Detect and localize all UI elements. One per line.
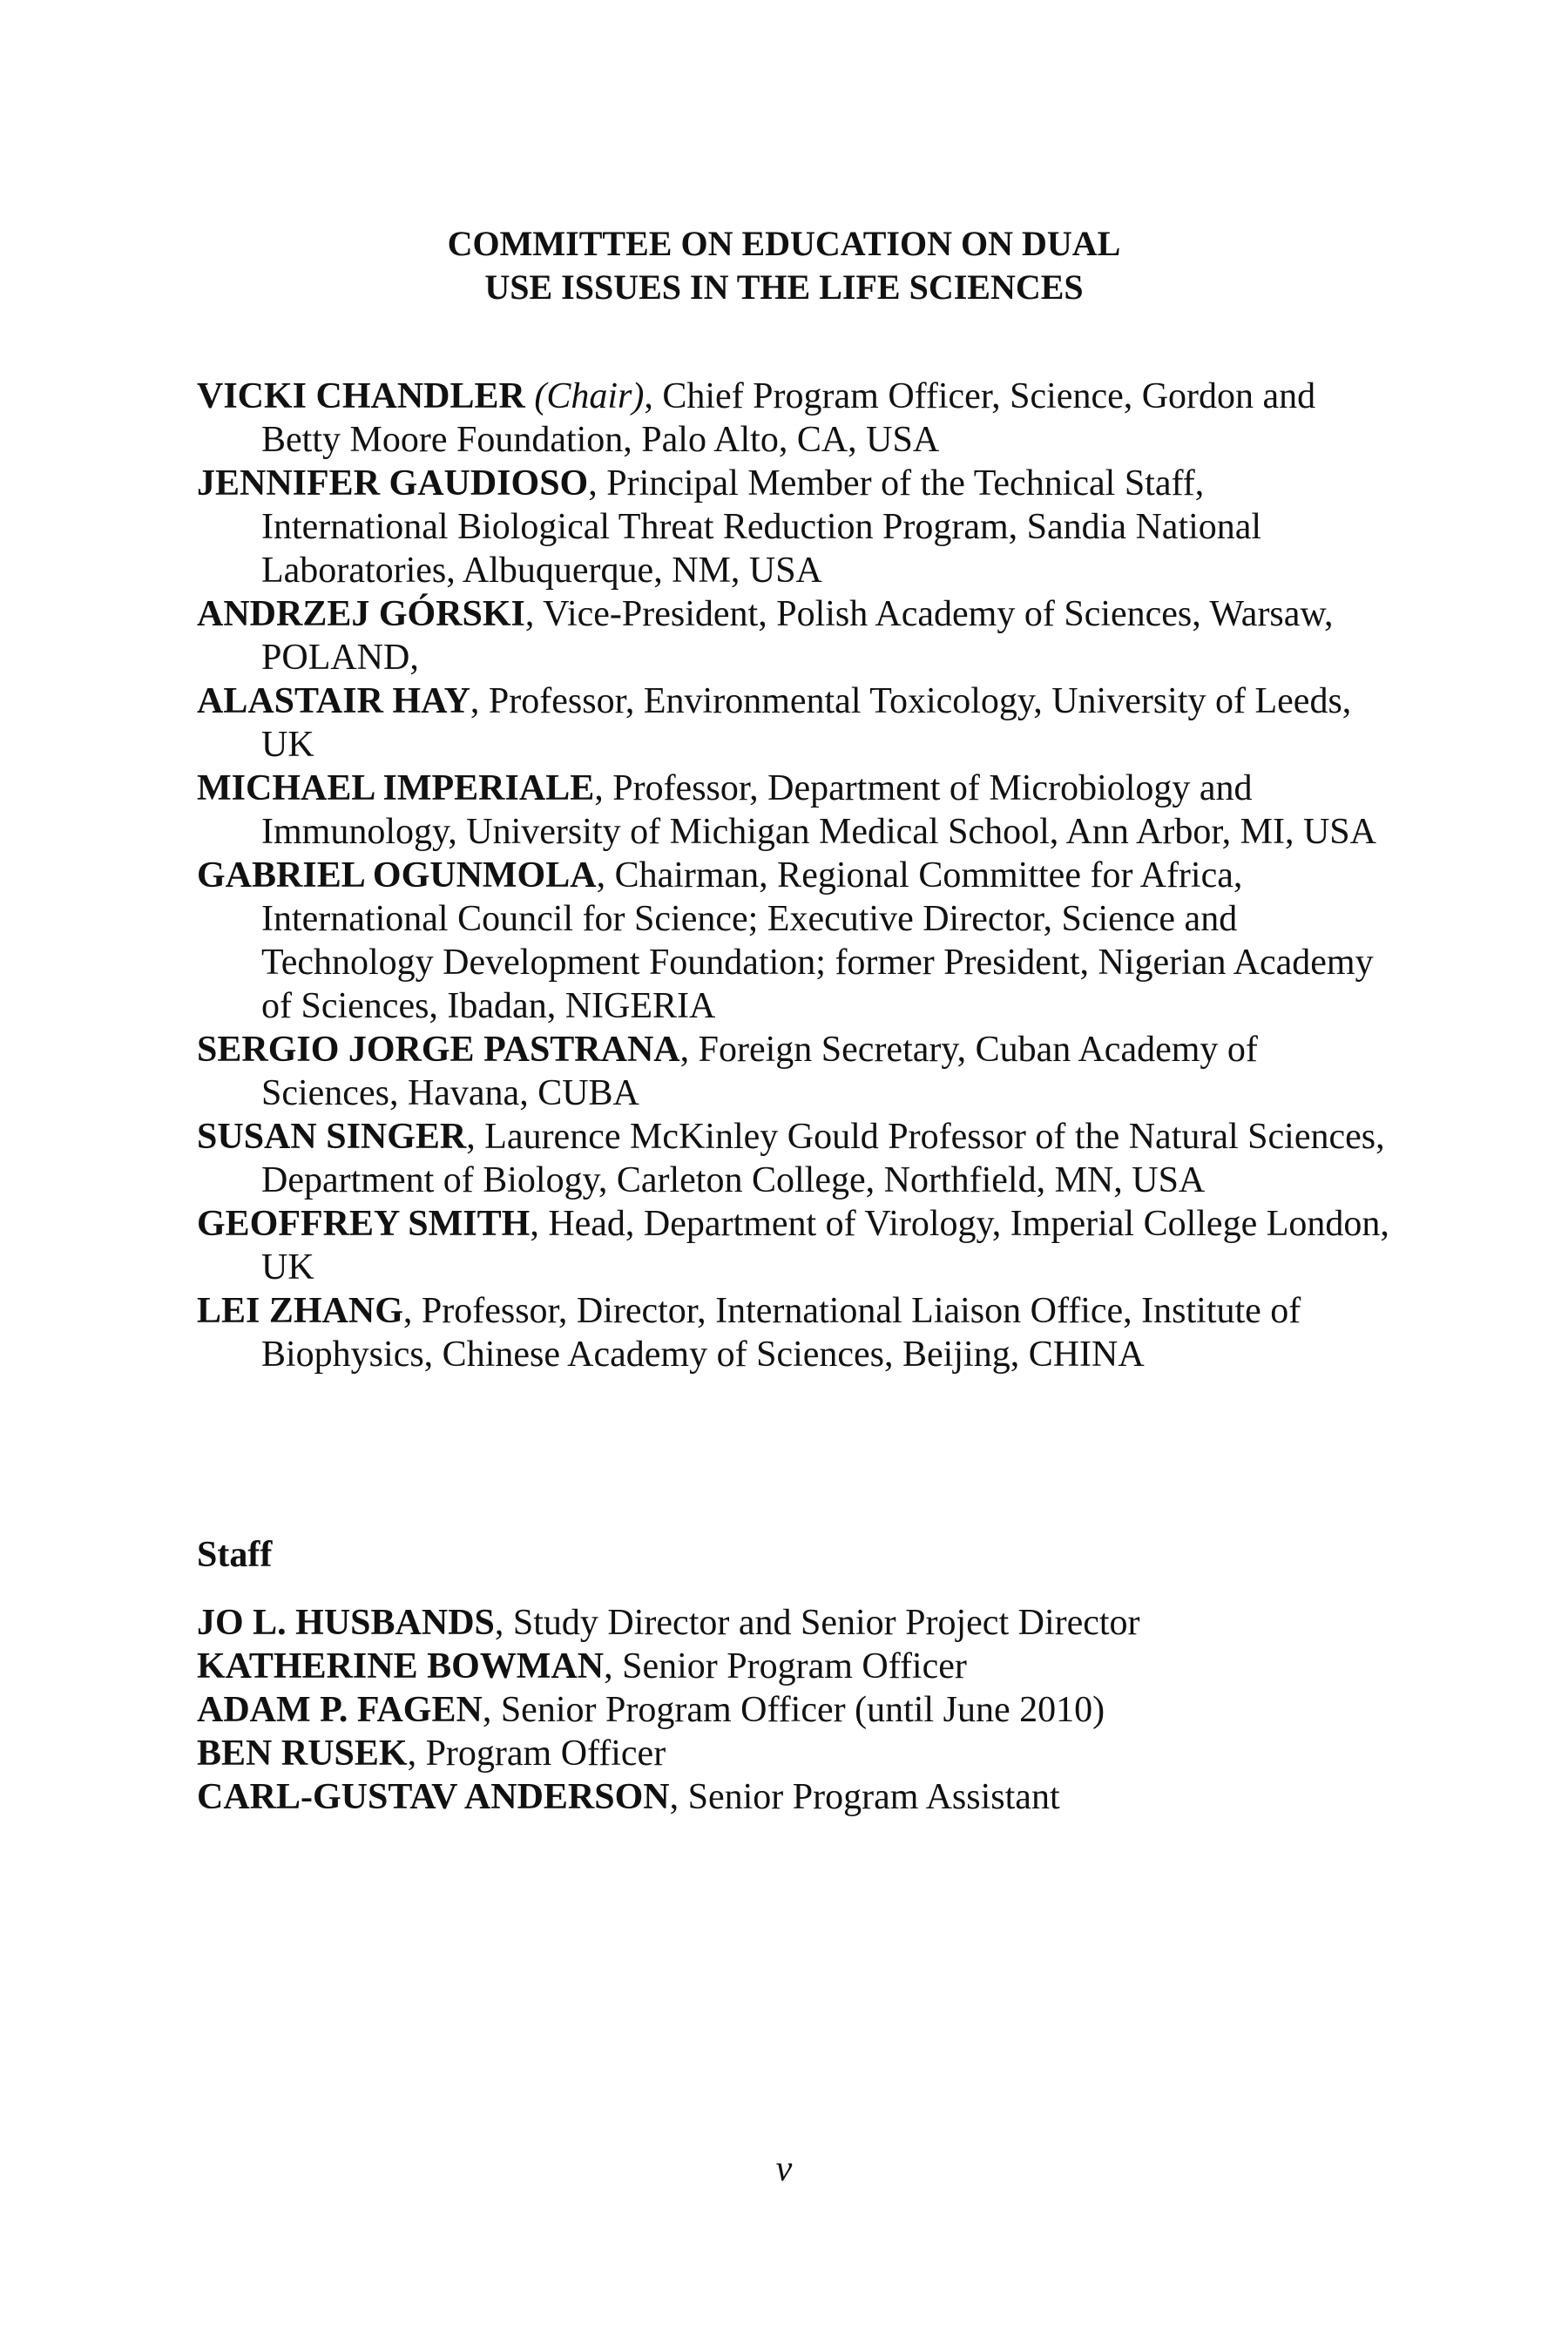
member-name: ANDRZEJ GÓRSKI — [197, 594, 525, 634]
staff-entry — [197, 1688, 1399, 1732]
member-affiliation: , Vice-President, Polish Academy of Sciences, Warsaw, POLAND, — [261, 594, 1334, 678]
staff-entry — [197, 1645, 1399, 1688]
member-entry — [197, 592, 1399, 679]
member-name: GEOFFREY SMITH — [197, 1204, 531, 1244]
staff-title: , Senior Program Officer (until June 2010) — [482, 1690, 1105, 1730]
member-name: JENNIFER GAUDIOSO — [197, 463, 589, 504]
member-role: (Chair) — [534, 376, 645, 416]
member-name: ALASTAIR HAY — [197, 681, 470, 721]
member-name: SUSAN SINGER — [197, 1117, 467, 1157]
staff-title: , Program Officer — [407, 1734, 666, 1774]
member-name: GABRIEL OGUNMOLA — [197, 855, 597, 896]
member-affiliation: , Professor, Department of Microbiology and Immunology, University of Michigan Medical School, Ann Arbor, MI, USA — [261, 768, 1376, 852]
staff-name: JO L. HUSBANDS — [197, 1603, 495, 1643]
member-entry — [197, 1202, 1399, 1289]
staff-heading: Staff — [197, 1535, 273, 1575]
member-affiliation: , Professor, Director, International Liaison Office, Institute of Biophysics, Chinese Academy of Sciences, Beijing, CHINA — [261, 1291, 1301, 1375]
member-name: SERGIO JORGE PASTRANA — [197, 1030, 680, 1070]
staff-entry — [197, 1775, 1399, 1819]
title-line-1: COMMITTEE ON EDUCATION ON DUAL — [447, 224, 1121, 263]
title-line-2: USE ISSUES IN THE LIFE SCIENCES — [484, 267, 1084, 307]
member-affiliation: , Head, Department of Virology, Imperial College London, UK — [261, 1204, 1389, 1288]
member-entry — [197, 1289, 1399, 1376]
member-entry — [197, 854, 1399, 1028]
member-entry — [197, 462, 1399, 592]
member-affiliation: , Principal Member of the Technical Staff, International Biological Threat Reduction Program, Sandia National Laboratories, Albuquerque, NM, USA — [261, 463, 1262, 591]
staff-title: , Senior Program Officer — [604, 1646, 967, 1686]
member-name: MICHAEL IMPERIALE — [197, 768, 595, 808]
member-entry — [197, 1115, 1399, 1202]
member-name: LEI ZHANG — [197, 1291, 403, 1331]
staff-entry — [197, 1732, 1399, 1775]
member-list — [197, 375, 1399, 1376]
member-affiliation: , Professor, Environmental Toxicology, University of Leeds, UK — [261, 681, 1352, 765]
member-entry — [197, 375, 1399, 462]
staff-title: , Study Director and Senior Project Director — [494, 1603, 1140, 1643]
member-affiliation: , Chairman, Regional Committee for Africa, International Council for Science; Executive Director, Science and Technology Development Foundation; former President, Nigerian Academy of Sciences, Ibadan, NIGERIA — [261, 855, 1374, 1026]
committee-title — [0, 222, 1568, 309]
staff-title: , Senior Program Assistant — [669, 1777, 1060, 1817]
staff-list — [197, 1601, 1399, 1819]
member-name: VICKI CHANDLER — [197, 376, 525, 416]
member-entry — [197, 679, 1399, 767]
member-entry — [197, 1028, 1399, 1115]
staff-name: KATHERINE BOWMAN — [197, 1646, 605, 1686]
member-entry — [197, 767, 1399, 854]
staff-name: ADAM P. FAGEN — [197, 1690, 483, 1730]
staff-name: CARL-GUSTAV ANDERSON — [197, 1777, 670, 1817]
member-affiliation: , Foreign Secretary, Cuban Academy of Sciences, Havana, CUBA — [261, 1030, 1258, 1113]
page-number: v — [775, 2149, 793, 2189]
member-affiliation: , Laurence McKinley Gould Professor of the Natural Sciences, Department of Biology, Carleton College, Northfield, MN, USA — [261, 1117, 1385, 1200]
staff-entry — [197, 1601, 1399, 1645]
member-affiliation: , Chief Program Officer, Science, Gordon and Betty Moore Foundation, Palo Alto, CA, USA — [261, 376, 1316, 460]
staff-name: BEN RUSEK — [197, 1734, 408, 1774]
